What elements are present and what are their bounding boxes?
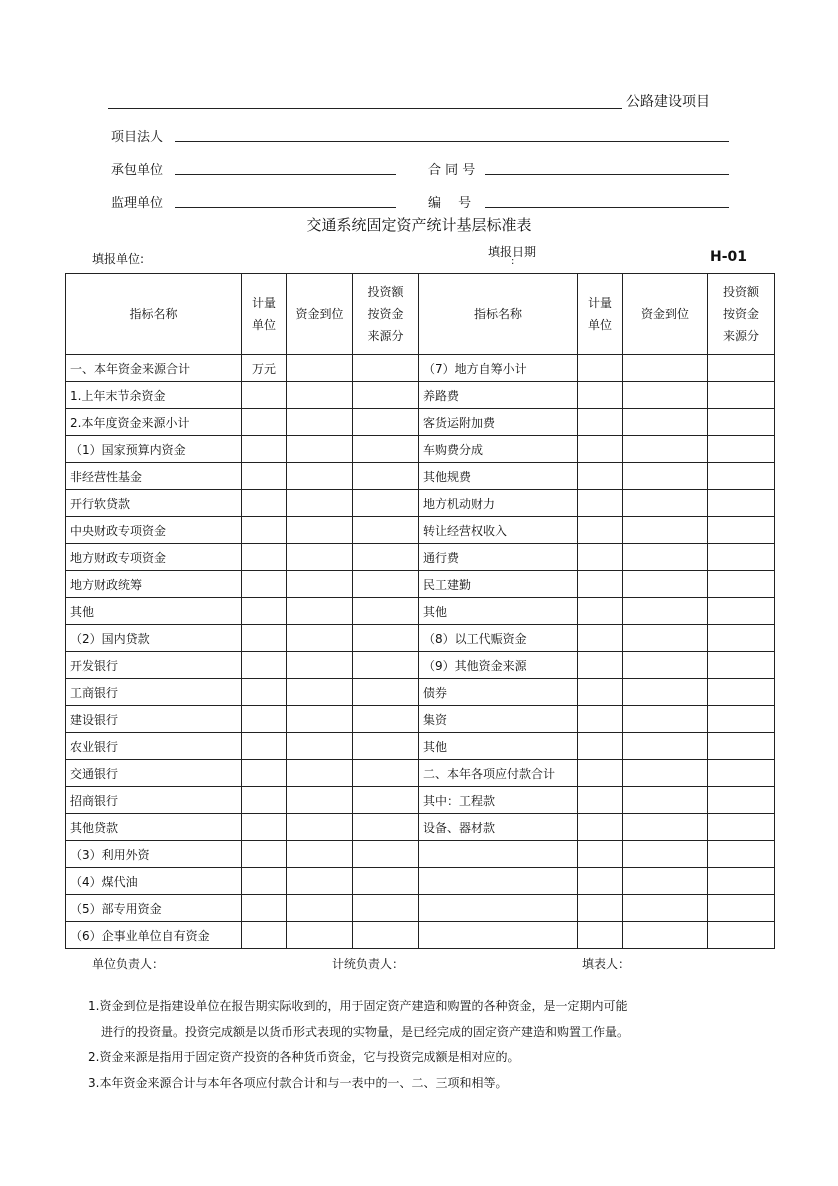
left-invest-cell[interactable] [353, 571, 419, 598]
right-invest-cell[interactable] [708, 355, 775, 382]
supervisor-label: 监理单位 [111, 196, 164, 211]
right-indicator-name: 其他规费 [419, 463, 578, 490]
col-header-unit-right [578, 274, 623, 355]
left-indicator-name: 农业银行 [66, 733, 242, 760]
table-row [66, 382, 775, 409]
col-header-invest-line1: 投资额 [367, 285, 404, 299]
right-invest-cell[interactable] [708, 517, 775, 544]
right-indicator-name [419, 895, 578, 922]
left-funds-cell[interactable] [287, 787, 353, 814]
right-unit-cell[interactable] [578, 409, 623, 436]
serial-no-label: 编 号 [428, 196, 472, 211]
col-header-invest-line3: 来源分 [367, 329, 404, 343]
right-indicator-name: 车购费分成 [419, 436, 578, 463]
table-row [66, 544, 775, 571]
right-funds-cell[interactable] [623, 490, 708, 517]
reporting-date-label: 填报日期 [488, 245, 537, 259]
col-header-unit-line2: 单位 [587, 318, 612, 332]
left-funds-cell[interactable] [287, 760, 353, 787]
left-invest-cell[interactable] [353, 490, 419, 517]
left-unit-cell: 万元 [242, 355, 287, 382]
left-invest-cell[interactable] [353, 706, 419, 733]
right-unit-cell[interactable] [578, 679, 623, 706]
right-funds-cell[interactable] [623, 571, 708, 598]
right-indicator-name: 其他 [419, 733, 578, 760]
left-unit-cell [242, 922, 287, 949]
right-funds-cell[interactable] [623, 463, 708, 490]
right-indicator-name: 转让经营权收入 [419, 517, 578, 544]
right-invest-cell[interactable] [708, 409, 775, 436]
right-funds-cell[interactable] [623, 922, 708, 949]
right-invest-cell[interactable] [708, 814, 775, 841]
right-unit-cell[interactable] [578, 760, 623, 787]
left-funds-cell[interactable] [287, 544, 353, 571]
left-indicator-name: （5）部专用资金 [66, 895, 242, 922]
table-row [66, 652, 775, 679]
right-indicator-name: （8）以工代赈资金 [419, 625, 578, 652]
right-unit-cell[interactable] [578, 841, 623, 868]
right-indicator-name: 通行费 [419, 544, 578, 571]
right-unit-cell[interactable] [578, 895, 623, 922]
left-funds-cell[interactable] [287, 841, 353, 868]
left-invest-cell[interactable] [353, 382, 419, 409]
stats-head-signature: 计统负责人： [332, 957, 405, 971]
right-unit-cell[interactable] [578, 868, 623, 895]
right-funds-cell[interactable] [623, 787, 708, 814]
left-funds-cell[interactable] [287, 598, 353, 625]
left-unit-cell [242, 571, 287, 598]
project-name-line[interactable] [108, 108, 622, 109]
right-indicator-name: 民工建勤 [419, 571, 578, 598]
right-indicator-name [419, 868, 578, 895]
contractor-field[interactable] [175, 174, 396, 175]
table-row [66, 922, 775, 949]
funding-source-table [65, 273, 775, 949]
left-indicator-name: 开发银行 [66, 652, 242, 679]
right-indicator-name [419, 841, 578, 868]
table-row [66, 517, 775, 544]
left-invest-cell[interactable] [353, 733, 419, 760]
right-indicator-name: （9）其他资金来源 [419, 652, 578, 679]
table-row [66, 760, 775, 787]
left-indicator-name: 建设银行 [66, 706, 242, 733]
table-row [66, 787, 775, 814]
right-funds-cell[interactable] [623, 517, 708, 544]
supervisor-field[interactable] [175, 207, 396, 208]
left-funds-cell[interactable] [287, 409, 353, 436]
right-unit-cell[interactable] [578, 652, 623, 679]
serial-no-field[interactable] [485, 207, 729, 208]
table-row [66, 868, 775, 895]
right-funds-cell[interactable] [623, 382, 708, 409]
left-funds-cell[interactable] [287, 382, 353, 409]
right-funds-cell[interactable] [623, 409, 708, 436]
left-funds-cell[interactable] [287, 814, 353, 841]
right-invest-cell[interactable] [708, 760, 775, 787]
table-header-row [66, 274, 775, 355]
left-invest-cell[interactable] [353, 517, 419, 544]
left-unit-cell [242, 652, 287, 679]
left-indicator-name: （1）国家预算内资金 [66, 436, 242, 463]
col-header-invest-right [708, 274, 775, 355]
right-invest-cell[interactable] [708, 652, 775, 679]
right-indicator-name: 客货运附加费 [419, 409, 578, 436]
right-invest-cell[interactable] [708, 463, 775, 490]
col-header-invest-line2: 按资金 [367, 307, 404, 321]
left-invest-cell[interactable] [353, 463, 419, 490]
right-unit-cell[interactable] [578, 571, 623, 598]
left-invest-cell[interactable] [353, 544, 419, 571]
right-indicator-name: 其中：工程款 [419, 787, 578, 814]
table-row [66, 679, 775, 706]
table-row [66, 625, 775, 652]
col-header-funds-left: 资金到位 [287, 274, 353, 355]
col-header-unit-line1: 计量 [587, 296, 612, 310]
left-invest-cell[interactable] [353, 355, 419, 382]
right-invest-cell[interactable] [708, 625, 775, 652]
right-invest-cell[interactable] [708, 706, 775, 733]
left-funds-cell[interactable] [287, 355, 353, 382]
left-indicator-name: 地方财政统筹 [66, 571, 242, 598]
table-row [66, 436, 775, 463]
right-invest-cell[interactable] [708, 841, 775, 868]
col-header-invest-line3: 来源分 [722, 329, 759, 343]
left-funds-cell[interactable] [287, 490, 353, 517]
left-invest-cell[interactable] [353, 625, 419, 652]
right-unit-cell[interactable] [578, 922, 623, 949]
left-invest-cell[interactable] [353, 895, 419, 922]
right-funds-cell[interactable] [623, 706, 708, 733]
right-indicator-name: 二、本年各项应付款合计 [419, 760, 578, 787]
table-row [66, 814, 775, 841]
right-invest-cell[interactable] [708, 571, 775, 598]
right-invest-cell[interactable] [708, 787, 775, 814]
left-invest-cell[interactable] [353, 868, 419, 895]
left-indicator-name: 非经营性基金 [66, 463, 242, 490]
left-funds-cell[interactable] [287, 868, 353, 895]
right-indicator-name: 地方机动财力 [419, 490, 578, 517]
left-unit-cell [242, 841, 287, 868]
left-funds-cell[interactable] [287, 922, 353, 949]
left-funds-cell[interactable] [287, 733, 353, 760]
note-3: 3.本年资金来源合计与本年各项应付款合计和与一表中的一、二、三项和相等。 [88, 1076, 508, 1090]
right-indicator-name: 养路费 [419, 382, 578, 409]
right-indicator-name: 其他 [419, 598, 578, 625]
left-unit-cell [242, 625, 287, 652]
unit-head-signature: 单位负责人： [92, 957, 165, 971]
right-unit-cell[interactable] [578, 787, 623, 814]
right-invest-cell[interactable] [708, 490, 775, 517]
right-funds-cell[interactable] [623, 733, 708, 760]
left-funds-cell[interactable] [287, 679, 353, 706]
left-indicator-name: （2）国内贷款 [66, 625, 242, 652]
left-unit-cell [242, 814, 287, 841]
form-code: H-01 [710, 249, 748, 265]
left-indicator-name: （3）利用外资 [66, 841, 242, 868]
right-invest-cell[interactable] [708, 922, 775, 949]
left-unit-cell [242, 760, 287, 787]
col-header-name-right: 指标名称 [419, 274, 578, 355]
right-funds-cell[interactable] [623, 679, 708, 706]
left-unit-cell [242, 706, 287, 733]
col-header-name-left: 指标名称 [66, 274, 242, 355]
right-unit-cell[interactable] [578, 544, 623, 571]
note-1-line-2: 进行的投资量。投资完成额是以货币形式表现的实物量，是已经完成的固定资产建造和购置工作量。 [101, 1025, 630, 1039]
table-row [66, 409, 775, 436]
left-unit-cell [242, 598, 287, 625]
contract-no-field[interactable] [485, 174, 729, 175]
right-invest-cell[interactable] [708, 895, 775, 922]
left-funds-cell[interactable] [287, 895, 353, 922]
right-invest-cell[interactable] [708, 679, 775, 706]
reporting-date-colon: : [511, 256, 515, 267]
left-unit-cell [242, 490, 287, 517]
left-invest-cell[interactable] [353, 814, 419, 841]
left-unit-cell [242, 436, 287, 463]
left-indicator-name: 工商银行 [66, 679, 242, 706]
col-header-invest-line1: 投资额 [722, 285, 759, 299]
left-indicator-name: 其他贷款 [66, 814, 242, 841]
right-invest-cell[interactable] [708, 382, 775, 409]
right-funds-cell[interactable] [623, 868, 708, 895]
right-indicator-name [419, 922, 578, 949]
right-funds-cell[interactable] [623, 814, 708, 841]
right-invest-cell[interactable] [708, 544, 775, 571]
left-funds-cell[interactable] [287, 625, 353, 652]
table-row [66, 706, 775, 733]
table-row [66, 895, 775, 922]
right-funds-cell[interactable] [623, 625, 708, 652]
left-unit-cell [242, 868, 287, 895]
left-unit-cell [242, 895, 287, 922]
right-unit-cell[interactable] [578, 517, 623, 544]
left-funds-cell[interactable] [287, 517, 353, 544]
table-row [66, 490, 775, 517]
table-row [66, 841, 775, 868]
note-2: 2.资金来源是指用于固定资产投资的各种货币资金，它与投资完成额是相对应的。 [88, 1050, 520, 1064]
left-indicator-name: （4）煤代油 [66, 868, 242, 895]
right-funds-cell[interactable] [623, 841, 708, 868]
right-funds-cell[interactable] [623, 544, 708, 571]
table-row [66, 355, 775, 382]
left-invest-cell[interactable] [353, 436, 419, 463]
right-invest-cell[interactable] [708, 733, 775, 760]
left-unit-cell [242, 544, 287, 571]
right-unit-cell[interactable] [578, 436, 623, 463]
col-header-unit-line1: 计量 [251, 296, 276, 310]
right-indicator-name: 债券 [419, 679, 578, 706]
right-indicator-name: 设备、器材款 [419, 814, 578, 841]
left-funds-cell[interactable] [287, 463, 353, 490]
col-header-funds-right: 资金到位 [623, 274, 708, 355]
project-legal-person-field[interactable] [175, 141, 729, 142]
left-funds-cell[interactable] [287, 706, 353, 733]
project-legal-person-label: 项目法人 [111, 130, 164, 145]
left-unit-cell [242, 463, 287, 490]
contract-no-label: 合 同 号 [428, 163, 476, 178]
table-row [66, 571, 775, 598]
left-invest-cell[interactable] [353, 679, 419, 706]
right-unit-cell[interactable] [578, 706, 623, 733]
left-indicator-name: 1.上年末节余资金 [66, 382, 242, 409]
right-unit-cell[interactable] [578, 814, 623, 841]
reporting-unit-label: 填报单位: [92, 252, 145, 266]
right-invest-cell[interactable] [708, 436, 775, 463]
right-unit-cell[interactable] [578, 463, 623, 490]
col-header-invest-line2: 按资金 [722, 307, 759, 321]
left-invest-cell[interactable] [353, 409, 419, 436]
right-unit-cell[interactable] [578, 625, 623, 652]
right-indicator-name: 集资 [419, 706, 578, 733]
left-funds-cell[interactable] [287, 571, 353, 598]
right-funds-cell[interactable] [623, 652, 708, 679]
right-funds-cell[interactable] [623, 598, 708, 625]
left-indicator-name: 开行软贷款 [66, 490, 242, 517]
left-unit-cell [242, 382, 287, 409]
left-invest-cell[interactable] [353, 787, 419, 814]
left-invest-cell[interactable] [353, 922, 419, 949]
table-row [66, 733, 775, 760]
left-indicator-name: 地方财政专项资金 [66, 544, 242, 571]
left-unit-cell [242, 679, 287, 706]
left-indicator-name: 交通银行 [66, 760, 242, 787]
form-title: 交通系统固定资产统计基层标准表 [306, 216, 532, 234]
right-unit-cell[interactable] [578, 490, 623, 517]
right-unit-cell[interactable] [578, 355, 623, 382]
right-unit-cell[interactable] [578, 382, 623, 409]
left-funds-cell[interactable] [287, 652, 353, 679]
col-header-invest-left [353, 274, 419, 355]
left-invest-cell[interactable] [353, 841, 419, 868]
left-unit-cell [242, 517, 287, 544]
left-indicator-name: 中央财政专项资金 [66, 517, 242, 544]
right-unit-cell[interactable] [578, 598, 623, 625]
filler-signature: 填表人： [582, 957, 631, 971]
contractor-label: 承包单位 [111, 163, 164, 178]
left-indicator-name: 其他 [66, 598, 242, 625]
left-invest-cell[interactable] [353, 598, 419, 625]
left-indicator-name: 一、本年资金来源合计 [66, 355, 242, 382]
right-funds-cell[interactable] [623, 760, 708, 787]
left-invest-cell[interactable] [353, 652, 419, 679]
left-indicator-name: 2.本年度资金来源小计 [66, 409, 242, 436]
left-unit-cell [242, 787, 287, 814]
table-row [66, 598, 775, 625]
right-funds-cell[interactable] [623, 895, 708, 922]
right-funds-cell[interactable] [623, 436, 708, 463]
right-funds-cell[interactable] [623, 355, 708, 382]
left-indicator-name: （6）企事业单位自有资金 [66, 922, 242, 949]
left-indicator-name: 招商银行 [66, 787, 242, 814]
col-header-unit-line2: 单位 [251, 318, 276, 332]
left-funds-cell[interactable] [287, 436, 353, 463]
right-invest-cell[interactable] [708, 598, 775, 625]
note-1-line-1: 1.资金到位是指建设单位在报告期实际收到的，用于固定资产建造和购置的各种资金，是一定期内可能 [88, 999, 628, 1013]
right-invest-cell[interactable] [708, 868, 775, 895]
right-indicator-name: （7）地方自筹小计 [419, 355, 578, 382]
right-unit-cell[interactable] [578, 733, 623, 760]
table-row [66, 463, 775, 490]
col-header-unit-left [242, 274, 287, 355]
left-unit-cell [242, 409, 287, 436]
project-suffix: 公路建设项目 [626, 94, 710, 110]
left-invest-cell[interactable] [353, 760, 419, 787]
left-unit-cell [242, 733, 287, 760]
